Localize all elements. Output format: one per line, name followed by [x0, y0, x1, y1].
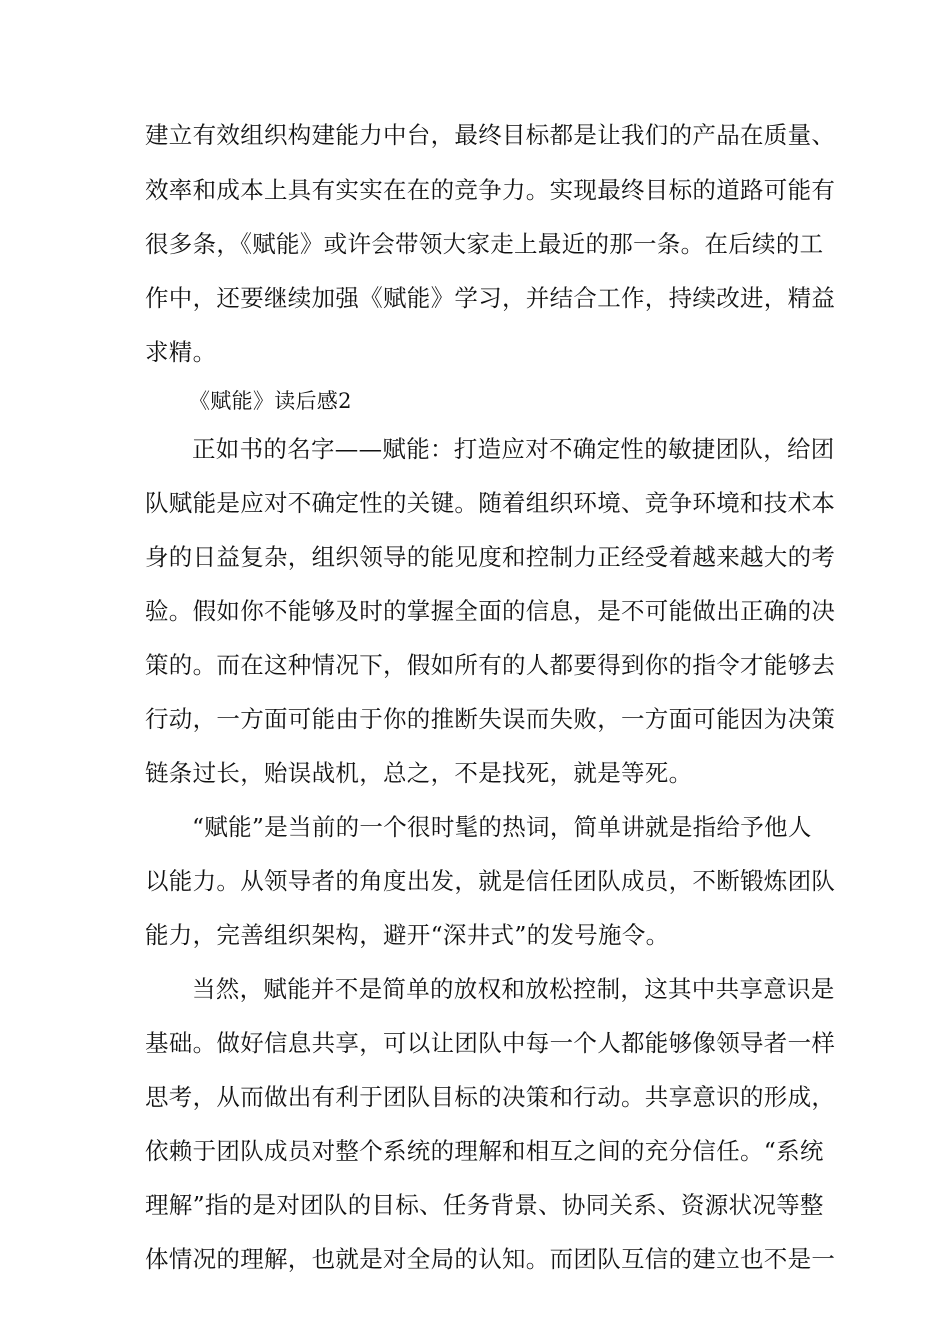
text-line: 身的日益复杂，组织领导的能见度和控制力正经受着越来越大的考	[145, 543, 836, 571]
text-line: 行动，一方面可能由于你的推断失误而失败，一方面可能因为决策	[145, 705, 836, 733]
text-line: 很多条，《赋能》或许会带领大家走上最近的那一条。在后续的工	[145, 230, 824, 258]
text-line: 体情况的理解，也就是对全局的认知。而团队互信的建立也不是一	[145, 1245, 836, 1273]
text-line: 以能力。从领导者的角度出发，就是信任团队成员，不断锻炼团队	[145, 867, 836, 895]
text-line: 效率和成本上具有实实在在的竞争力。实现最终目标的道路可能有	[145, 176, 836, 204]
text-line: 建立有效组织构建能力中台，最终目标都是让我们的产品在质量、	[145, 121, 836, 149]
text-line: 能力，完善组织架构，避开“深井式”的发号施令。	[145, 921, 670, 949]
text-line: “赋能”是当前的一个很时髦的热词，简单讲就是指给予他人	[192, 813, 812, 841]
text-line: 正如书的名字——赋能：打造应对不确定性的敏捷团队，给团	[192, 435, 835, 463]
text-line: 验。假如你不能够及时的掌握全面的信息，是不可能做出正确的决	[145, 597, 836, 625]
text-line: 基础。做好信息共享，可以让团队中每一个人都能够像领导者一样	[145, 1029, 836, 1057]
text-line: 策的。而在这种情况下，假如所有的人都要得到你的指令才能够去	[145, 651, 836, 679]
text-line: 思考，从而做出有利于团队目标的决策和行动。共享意识的形成，	[145, 1083, 836, 1111]
text-line: 链条过长，贻误战机，总之，不是找死，就是等死。	[145, 759, 693, 787]
text-line: 作中，还要继续加强《赋能》学习，并结合工作，持续改进，精益	[145, 284, 836, 312]
section-heading: 《赋能》读后感2	[189, 389, 352, 413]
text-line: 当然，赋能并不是简单的放权和放松控制，这其中共享意识是	[192, 975, 835, 1003]
text-line: 求精。	[145, 338, 217, 366]
text-line: 队赋能是应对不确定性的关键。随着组织环境、竞争环境和技术本	[145, 489, 836, 517]
text-line: 依赖于团队成员对整个系统的理解和相互之间的充分信任。“系统	[145, 1137, 824, 1165]
text-line: 理解”指的是对团队的目标、任务背景、协同关系、资源状况等整	[145, 1191, 824, 1219]
